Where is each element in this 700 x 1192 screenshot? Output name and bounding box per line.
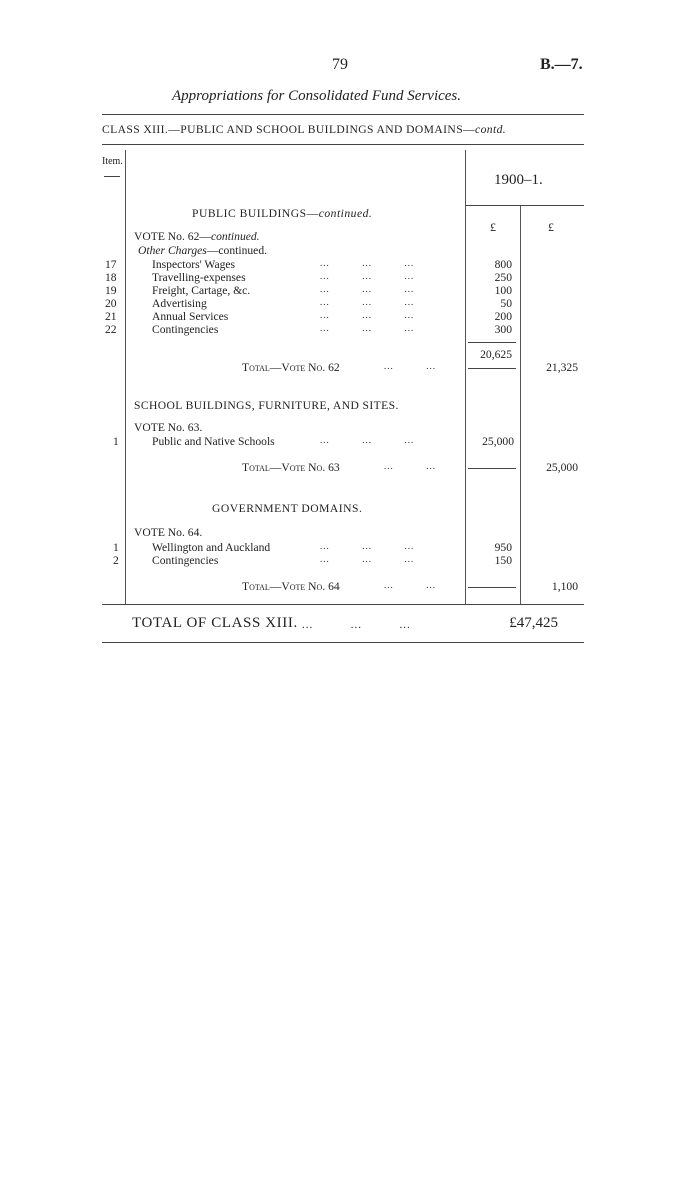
vote-62-total-dots: ... ...: [384, 361, 436, 371]
vote-63-total: 25,000: [546, 461, 578, 474]
row-label: Annual Services: [152, 310, 229, 323]
row-label: Travelling-expenses: [152, 271, 246, 284]
vote-62-total: 21,325: [546, 361, 578, 374]
class-heading-contd: contd.: [475, 123, 507, 136]
leader-dots: ... ... ...: [320, 541, 415, 551]
item-number: 1: [113, 541, 119, 554]
row-amount: 100: [494, 284, 512, 297]
leader-dots: ... ... ...: [320, 271, 415, 281]
vote-62-subtotal: 20,625: [480, 348, 512, 361]
leader-dots: ... ... ...: [320, 554, 415, 564]
item-column-header: Item.: [102, 156, 123, 167]
row-label: Inspectors' Wages: [152, 258, 236, 271]
section-heading-public-buildings: [192, 207, 372, 220]
row-amount: 50: [500, 297, 512, 310]
row-label: Wellington and Auckland: [152, 541, 271, 554]
document-reference: B.—7.: [540, 56, 583, 73]
vote-63-total-dots: ... ...: [384, 461, 436, 471]
class-heading-main: CLASS XIII.—PUBLIC AND SCHOOL BUILDINGS AND DOMAINS—: [102, 123, 476, 136]
row-label: Freight, Cartage, &c.: [152, 284, 251, 297]
document-title: Appropriations for Consolidated Fund Services.: [172, 88, 462, 104]
table-top-rule: [102, 144, 584, 145]
table-bottom-rule: [102, 604, 584, 605]
subtotal-column-divider: [520, 206, 521, 604]
amount-column-divider: [465, 150, 466, 604]
row-label: Contingencies: [152, 554, 219, 567]
vote-62-sum-rule: [468, 342, 516, 343]
vote-64-label: VOTE No. 64.: [134, 526, 203, 539]
vote-62-label: [134, 230, 260, 243]
row-amount: 250: [494, 271, 512, 284]
other-charges-italic: Other Charges: [138, 244, 207, 257]
vote-62-subtotal-rule: [468, 368, 516, 369]
leader-dots: ... ... ...: [320, 323, 415, 333]
other-charges-contd: —continued.: [206, 244, 268, 257]
item-number: 17: [105, 258, 117, 271]
vote-64-total: 1,100: [551, 580, 578, 593]
item-number: 21: [105, 310, 117, 323]
vote-63-label: VOTE No. 63.: [134, 421, 203, 434]
class-heading: [102, 123, 506, 136]
vote-64-total-label: Total—Vote No. 64: [242, 580, 340, 593]
grand-total-dots: ... ... ...: [302, 619, 411, 631]
page-number: 79: [332, 56, 348, 73]
item-number: 22: [105, 323, 117, 336]
currency-header-col2: £: [548, 220, 554, 234]
section-heading-contd: continued.: [318, 207, 373, 220]
section-heading-school-buildings: SCHOOL BUILDINGS, FURNITURE, AND SITES.: [134, 399, 399, 412]
item-column-divider: [125, 150, 126, 604]
item-header-underline: [104, 176, 120, 177]
year-header: 1900–1.: [494, 172, 543, 188]
row-amount: 150: [494, 554, 512, 567]
item-number: 2: [113, 554, 119, 567]
section-heading-main: PUBLIC BUILDINGS—: [192, 207, 319, 220]
vote-63-sum-rule: [468, 468, 516, 469]
vote-64-sum-rule: [468, 587, 516, 588]
row-amount: 25,000: [482, 435, 514, 448]
row-amount: 800: [494, 258, 512, 271]
vote-63-total-label: Total—Vote No. 63: [242, 461, 340, 474]
section-heading-government-domains: GOVERNMENT DOMAINS.: [212, 502, 363, 515]
grand-total-rule: [102, 642, 584, 643]
leader-dots: ... ... ...: [320, 284, 415, 294]
year-header-rule: [466, 205, 584, 206]
row-label: Advertising: [152, 297, 207, 310]
vote-62-number: VOTE No. 62—: [134, 230, 211, 243]
vote-62-total-label: Total—Vote No. 62: [242, 361, 340, 374]
leader-dots: ... ... ...: [320, 435, 415, 445]
row-amount: 200: [494, 310, 512, 323]
item-number: 1: [113, 435, 119, 448]
grand-total-amount: £47,425: [509, 615, 558, 631]
other-charges-subheading: [138, 244, 267, 257]
item-number: 18: [105, 271, 117, 284]
row-label: Public and Native Schools: [152, 435, 275, 448]
currency-header-col1: £: [490, 220, 496, 234]
vote-62-contd: continued.: [210, 230, 260, 243]
title-rule: [102, 114, 584, 115]
leader-dots: ... ... ...: [320, 258, 415, 268]
row-amount: 300: [494, 323, 512, 336]
grand-total-label: TOTAL OF CLASS XIII.: [132, 615, 298, 631]
vote-64-total-dots: ... ...: [384, 580, 436, 590]
row-amount: 950: [494, 541, 512, 554]
row-label: Contingencies: [152, 323, 219, 336]
item-number: 19: [105, 284, 117, 297]
item-number: 20: [105, 297, 117, 310]
leader-dots: ... ... ...: [320, 310, 415, 320]
leader-dots: ... ... ...: [320, 297, 415, 307]
